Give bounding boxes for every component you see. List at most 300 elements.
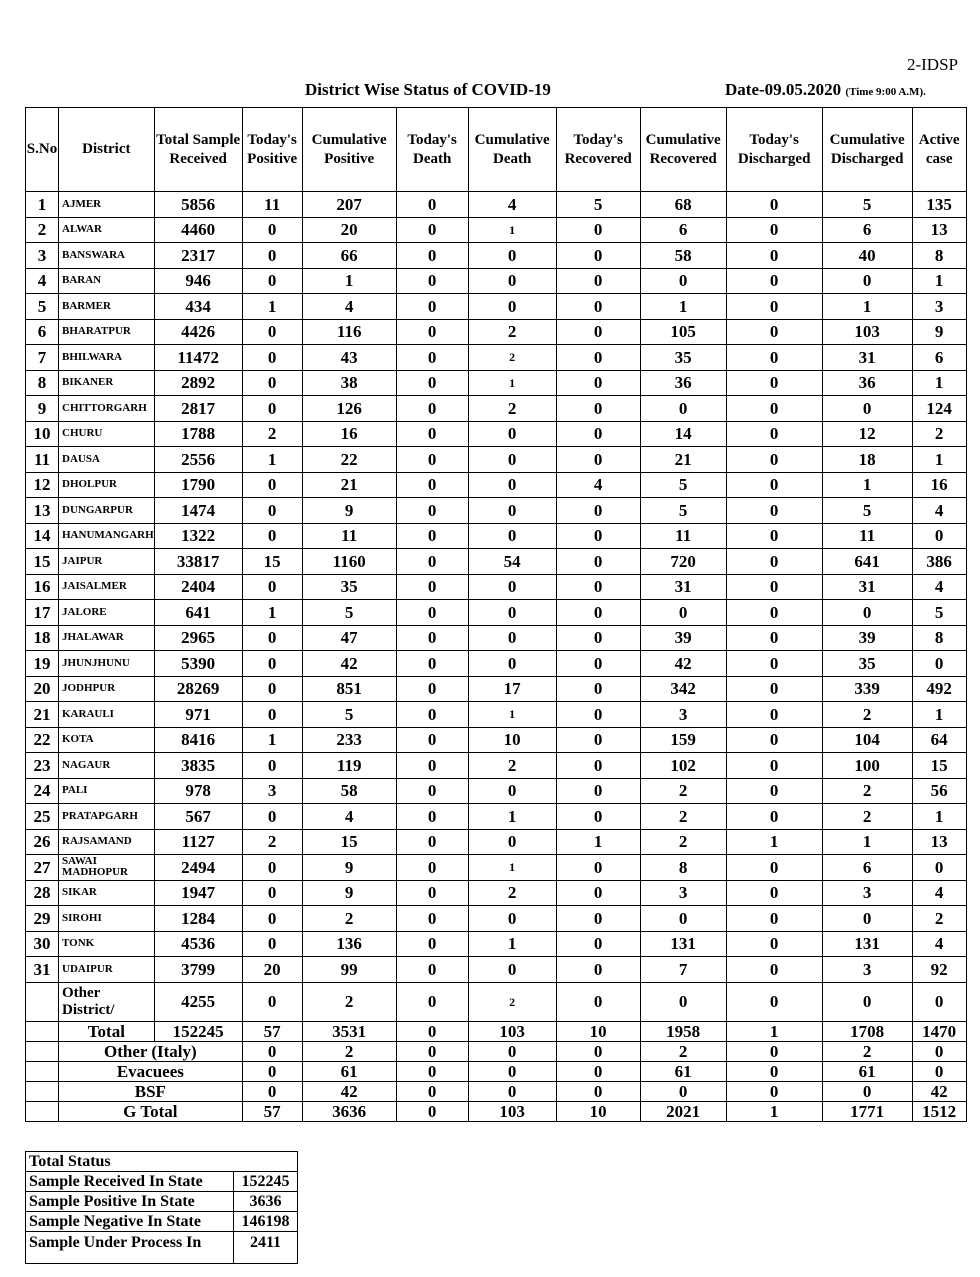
page-title: District Wise Status of COVID-19 [305,80,551,99]
status-row [26,1172,298,1192]
table-cell: 126 [302,396,396,422]
table-cell: 1788 [154,421,242,447]
table-cell: 21 [640,447,726,473]
table-cell: 2 [302,982,396,1021]
table-cell: 0 [556,243,640,269]
table-cell: 0 [556,1081,640,1101]
table-cell: 0 [726,982,822,1021]
table-cell: 1 [640,294,726,320]
table-cell: 0 [726,778,822,804]
table-cell: 0 [242,498,302,524]
table-cell: 5 [302,702,396,728]
table-cell: 1 [726,1021,822,1041]
table-cell: 0 [242,370,302,396]
table-cell: 14 [26,523,59,549]
table-cell: 0 [640,600,726,626]
table-cell [26,1041,59,1061]
table-cell: 7 [640,957,726,983]
table-cell [26,1021,59,1041]
district-name: SAWAI MADHOPUR [59,855,155,881]
table-cell: 0 [726,574,822,600]
table-cell: 1474 [154,498,242,524]
table-cell: 136 [302,931,396,957]
table-cell: 0 [556,523,640,549]
table-cell: 18 [822,447,912,473]
table-cell: 971 [154,702,242,728]
district-name: CHURU [59,421,155,447]
table-cell: 0 [556,217,640,243]
table-cell: 1 [912,268,966,294]
table-cell: 0 [396,192,468,218]
status-row [26,1232,298,1264]
table-cell: 2494 [154,855,242,881]
district-name: NAGAUR [59,753,155,779]
table-cell: 68 [640,192,726,218]
table-cell: 3799 [154,957,242,983]
table-cell: 0 [556,855,640,881]
table-cell: 40 [822,243,912,269]
table-cell: 2 [822,702,912,728]
table-cell: 0 [396,268,468,294]
table-cell: 0 [396,523,468,549]
column-header: Active case [912,108,966,192]
table-cell: 20 [26,676,59,702]
table-cell: 5 [912,600,966,626]
table-cell: 61 [302,1061,396,1081]
table-cell: 0 [396,243,468,269]
table-cell: 58 [302,778,396,804]
table-cell: 36 [640,370,726,396]
table-cell: 0 [726,702,822,728]
table-cell: 0 [726,447,822,473]
table-cell: 0 [726,472,822,498]
table-cell: 0 [726,855,822,881]
table-row [26,702,967,728]
table-cell: 0 [556,880,640,906]
table-cell: 28269 [154,676,242,702]
table-cell: 2 [468,982,556,1021]
summary-label: Other (Italy) [59,1041,243,1061]
district-name: KARAULI [59,702,155,728]
table-cell: 342 [640,676,726,702]
table-row [26,472,967,498]
table-cell: 0 [242,574,302,600]
table-cell: 0 [556,727,640,753]
table-cell: 4 [556,472,640,498]
table-cell: 2965 [154,625,242,651]
column-header: Cumulative Discharged [822,108,912,192]
table-cell: 0 [556,753,640,779]
table-row [26,421,967,447]
table-cell: 851 [302,676,396,702]
table-cell: 0 [242,625,302,651]
table-cell: 0 [822,906,912,932]
table-cell: 3 [822,957,912,983]
table-cell: 0 [556,957,640,983]
table-cell: 10 [26,421,59,447]
table-row [26,651,967,677]
table-cell: 57 [242,1021,302,1041]
table-cell: 0 [468,600,556,626]
table-cell: 0 [726,1061,822,1081]
district-status-table [25,107,967,1122]
table-cell: 4536 [154,931,242,957]
table-cell: 0 [556,778,640,804]
table-cell: 4 [26,268,59,294]
table-cell: 0 [396,498,468,524]
table-cell: 2 [822,1041,912,1061]
table-cell: 0 [726,192,822,218]
table-cell: 2 [912,906,966,932]
table-cell: 0 [242,804,302,830]
column-header: Cumulative Recovered [640,108,726,192]
table-cell: 25 [26,804,59,830]
table-cell: 4 [912,880,966,906]
table-cell: 2 [468,345,556,371]
table-cell: 8416 [154,727,242,753]
table-cell: 0 [640,982,726,1021]
table-cell: 19 [26,651,59,677]
table-cell: 0 [726,319,822,345]
table-cell: 1322 [154,523,242,549]
district-name: UDAIPUR [59,957,155,983]
table-cell: 1 [242,600,302,626]
table-cell: 1771 [822,1101,912,1121]
table-cell: 0 [726,957,822,983]
table-cell: 0 [468,574,556,600]
table-cell: 1 [468,702,556,728]
table-cell: 0 [822,600,912,626]
table-cell: 386 [912,549,966,575]
table-cell: 3 [640,702,726,728]
table-cell: 1284 [154,906,242,932]
table-cell: 152245 [154,1021,242,1041]
table-row [26,549,967,575]
table-cell: 2 [302,1041,396,1061]
table-cell: 11 [26,447,59,473]
table-cell [26,1101,59,1121]
table-cell: 24 [26,778,59,804]
table-cell: 0 [726,268,822,294]
table-cell: 0 [726,370,822,396]
district-name: BHILWARA [59,345,155,371]
table-cell: 0 [556,982,640,1021]
table-cell: 17 [468,676,556,702]
table-cell: 0 [468,625,556,651]
table-cell: 15 [242,549,302,575]
table-row [26,574,967,600]
column-header: Today's Positive [242,108,302,192]
table-cell: 0 [468,778,556,804]
district-name: ALWAR [59,217,155,243]
table-cell: 0 [468,1061,556,1081]
table-cell: 0 [242,345,302,371]
table-cell: 0 [640,268,726,294]
table-row [26,345,967,371]
table-cell: 0 [468,829,556,855]
table-row [26,804,967,830]
district-name: CHITTORGARH [59,396,155,422]
table-cell: 100 [822,753,912,779]
table-cell: 4 [468,192,556,218]
table-cell: 3 [912,294,966,320]
table-cell: 0 [468,651,556,677]
table-row [26,829,967,855]
table-cell: 0 [396,319,468,345]
table-cell: 2892 [154,370,242,396]
table-cell: 0 [556,294,640,320]
table-cell: 207 [302,192,396,218]
table-cell: 1 [468,804,556,830]
table-cell: 0 [640,1081,726,1101]
summary-row [26,1081,967,1101]
table-cell: 2 [912,421,966,447]
table-cell: 0 [726,549,822,575]
table-cell: 0 [242,1081,302,1101]
table-cell: 2 [640,829,726,855]
table-cell: 2556 [154,447,242,473]
table-cell: 159 [640,727,726,753]
table-cell: 0 [468,243,556,269]
table-cell: 0 [468,523,556,549]
table-cell: 102 [640,753,726,779]
table-cell: 13 [912,217,966,243]
table-cell: 42 [302,651,396,677]
table-cell: 0 [468,447,556,473]
table-cell: 18 [26,625,59,651]
table-cell: 2317 [154,243,242,269]
table-cell: 61 [822,1061,912,1081]
table-cell: 0 [556,651,640,677]
table-cell: 58 [640,243,726,269]
table-cell: 0 [242,243,302,269]
table-cell: 42 [912,1081,966,1101]
table-cell: 2 [26,217,59,243]
table-cell: 0 [468,1041,556,1061]
table-cell: 31 [640,574,726,600]
table-cell: 5 [822,498,912,524]
table-cell: 0 [242,982,302,1021]
status-value: 2411 [234,1232,298,1264]
table-row [26,523,967,549]
status-row [26,1212,298,1232]
summary-row [26,1061,967,1081]
table-cell: 1 [912,702,966,728]
table-cell: 5 [640,472,726,498]
table-cell: 0 [726,345,822,371]
summary-row [26,1021,967,1041]
table-cell: 2 [468,753,556,779]
table-row [26,982,967,1021]
table-row [26,447,967,473]
table-cell: 9 [912,319,966,345]
district-name: RAJSAMAND [59,829,155,855]
table-cell: 0 [556,370,640,396]
table-row [26,855,967,881]
table-cell: 0 [556,447,640,473]
status-value: 146198 [234,1212,298,1232]
table-cell: 16 [912,472,966,498]
table-cell: 1160 [302,549,396,575]
table-cell: 5 [556,192,640,218]
table-cell: 35 [302,574,396,600]
table-cell: 16 [302,421,396,447]
district-name: SIKAR [59,880,155,906]
table-cell: 0 [396,651,468,677]
table-cell: 0 [396,778,468,804]
table-cell: 2 [468,880,556,906]
table-row [26,192,967,218]
table-cell: 3 [640,880,726,906]
table-cell: 0 [396,396,468,422]
table-cell: 2 [640,778,726,804]
table-cell: 12 [822,421,912,447]
table-cell: 0 [396,931,468,957]
district-name: SIROHI [59,906,155,932]
table-header-row [26,108,967,192]
table-cell: 0 [912,651,966,677]
column-header: Today's Discharged [726,108,822,192]
document-reference: 2-IDSP [906,55,958,74]
table-cell: 8 [912,625,966,651]
table-cell: 0 [242,931,302,957]
table-cell: 0 [396,345,468,371]
table-cell: 0 [640,906,726,932]
table-row [26,625,967,651]
table-cell: 57 [242,1101,302,1121]
table-cell: 1 [912,804,966,830]
table-cell: 8 [912,243,966,269]
table-cell: 0 [556,268,640,294]
district-name: JHUNJHUNU [59,651,155,677]
table-cell: 23 [26,753,59,779]
table-cell: 29 [26,906,59,932]
table-cell: 567 [154,804,242,830]
table-cell: 5 [640,498,726,524]
table-cell: 0 [396,574,468,600]
table-row [26,498,967,524]
table-cell: 11 [640,523,726,549]
table-cell: 27 [26,855,59,881]
table-cell: 42 [640,651,726,677]
table-cell: 5390 [154,651,242,677]
table-cell: 66 [302,243,396,269]
table-cell: 13 [912,829,966,855]
table-cell: 0 [396,625,468,651]
table-cell: 0 [912,855,966,881]
column-header: S.No [26,108,59,192]
district-name: Other District/ [59,982,155,1021]
table-cell: 0 [556,1061,640,1081]
table-row [26,217,967,243]
status-value: 152245 [234,1172,298,1192]
table-cell: 2021 [640,1101,726,1121]
report-date: Date-09.05.2020 (Time 9:00 A.M). [725,80,926,99]
table-cell: 0 [556,574,640,600]
table-row [26,727,967,753]
table-cell: 0 [242,676,302,702]
table-cell: 0 [396,217,468,243]
table-cell: 26 [26,829,59,855]
table-cell: 1947 [154,880,242,906]
table-cell: 1 [726,829,822,855]
district-name: JHALAWAR [59,625,155,651]
table-cell: 0 [242,217,302,243]
summary-label: Evacuees [59,1061,243,1081]
table-cell: 0 [242,753,302,779]
table-row [26,294,967,320]
table-cell: 0 [242,523,302,549]
table-cell: 0 [396,702,468,728]
table-cell: 1 [468,855,556,881]
summary-label: Total [59,1021,155,1041]
table-row [26,268,967,294]
summary-label: BSF [59,1081,243,1101]
table-cell: 0 [242,396,302,422]
table-cell: 2 [468,319,556,345]
table-cell [26,982,59,1021]
table-cell: 1708 [822,1021,912,1041]
table-cell: 0 [726,880,822,906]
table-cell: 0 [726,217,822,243]
table-row [26,957,967,983]
total-status-table [25,1151,298,1264]
table-cell: 1512 [912,1101,966,1121]
table-cell: 1 [822,829,912,855]
table-cell: 1 [26,192,59,218]
table-cell: 0 [726,804,822,830]
table-cell: 13 [26,498,59,524]
table-cell: 1470 [912,1021,966,1041]
district-name: JAIPUR [59,549,155,575]
table-cell: 641 [154,600,242,626]
table-cell: 1790 [154,472,242,498]
table-row [26,753,967,779]
district-name: TONK [59,931,155,957]
table-cell: 0 [556,498,640,524]
table-cell: 1 [912,370,966,396]
table-cell: 0 [556,1041,640,1061]
district-name: HANUMANGARH [59,523,155,549]
table-row [26,396,967,422]
table-cell: 0 [468,472,556,498]
table-cell: 15 [26,549,59,575]
table-cell: 0 [468,498,556,524]
table-cell: 0 [468,294,556,320]
table-cell: 135 [912,192,966,218]
table-cell: 99 [302,957,396,983]
table-cell: 31 [822,345,912,371]
table-cell: 0 [912,523,966,549]
table-cell: 1 [912,447,966,473]
table-cell: 0 [912,1041,966,1061]
table-cell: 1 [468,217,556,243]
table-cell: 492 [912,676,966,702]
table-cell: 0 [726,727,822,753]
district-name: DUNGARPUR [59,498,155,524]
table-cell: 15 [912,753,966,779]
table-cell: 2 [242,829,302,855]
table-cell: 0 [468,1081,556,1101]
table-cell: 9 [302,498,396,524]
table-cell: 1 [822,472,912,498]
table-cell: 21 [302,472,396,498]
district-name: KOTA [59,727,155,753]
table-cell: 0 [396,727,468,753]
table-cell: 35 [822,651,912,677]
table-cell: 33817 [154,549,242,575]
table-cell: 3 [242,778,302,804]
